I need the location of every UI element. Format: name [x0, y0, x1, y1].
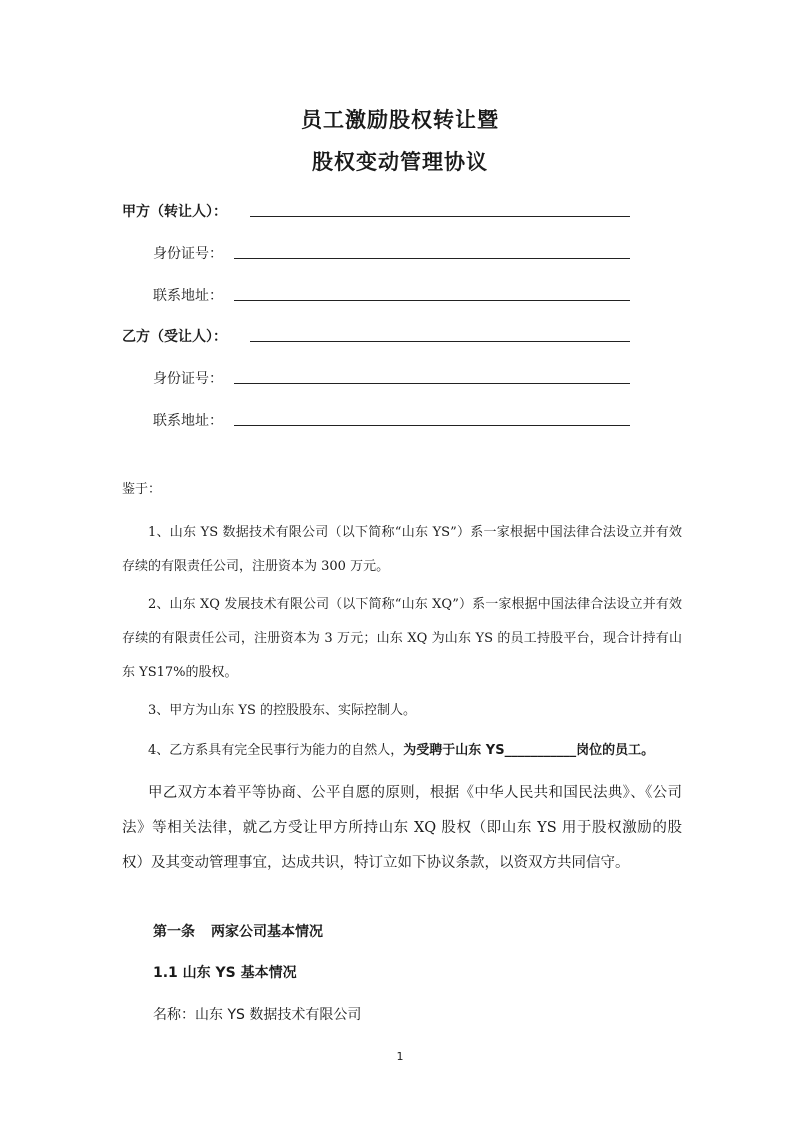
party-a-label: 甲方（转让人）： [122, 204, 227, 220]
party-a-address-row [153, 281, 223, 305]
party-a-name-blank [250, 216, 630, 217]
party-a-row [122, 197, 227, 221]
article-1-number: 第一条 [153, 924, 195, 940]
party-a-id-blank [234, 258, 630, 259]
party-b-id-label: 身份证号： [153, 371, 223, 387]
clause-4 [122, 734, 682, 768]
article-1-title: 两家公司基本情况 [211, 924, 323, 940]
party-b-id-row [153, 364, 223, 388]
party-a-id-row [153, 239, 223, 263]
clause-1: 1、山东 YS 数据技术有限公司（以下简称“山东 YS”）系一家根据中国法律合法设立并有效存续的有限责任公司，注册资本为 300 万元。 [122, 525, 682, 574]
document-title-line2: 股权变动管理协议 [312, 150, 488, 174]
whereas-label: 鉴于： [122, 482, 162, 497]
party-b-id-blank [234, 383, 630, 384]
party-b-row [122, 322, 227, 346]
page-number: 1 [396, 1050, 404, 1063]
clause-4-position: 为受聘于山东 YS___________岗位的员工。 [403, 743, 655, 758]
party-b-address-label: 联系地址： [153, 413, 223, 429]
clause-3: 3、甲方为山东 YS 的控股股东、实际控制人。 [148, 703, 417, 718]
party-a-address-label: 联系地址： [153, 288, 223, 304]
party-b-address-row [153, 406, 223, 430]
preamble-paragraph: 甲乙双方本着平等协商、公平自愿的原则，根据《中华人民共和国民法典》、《公司法》等相关法律，就乙方受让甲方所持山东 XQ 股权（即山东 YS 用于股权激励的股权）及其变动管理事宜，达成共识，特订立如下协议条款，以资双方共同信守。 [122, 785, 682, 871]
document-title-line1: 员工激励股权转让暨 [301, 108, 499, 132]
article-1-heading [153, 921, 323, 941]
company-name-line: 名称：山东 YS 数据技术有限公司 [153, 1007, 362, 1023]
clause-4-text: 4、乙方系具有完全民事行为能力的自然人， [148, 743, 404, 758]
party-b-name-blank [250, 341, 630, 342]
party-a-id-label: 身份证号： [153, 246, 223, 262]
section-1-1-heading: 1.1 山东 YS 基本情况 [153, 965, 297, 981]
party-a-address-blank [234, 300, 630, 301]
clause-2: 2、山东 XQ 发展技术有限公司（以下简称“山东 XQ”）系一家根据中国法律合法设立并有效存续的有限责任公司，注册资本为 3 万元；山东 XQ 为山东 YS 的员工持股平台，现合计持有山东 YS17%的股权。 [122, 597, 682, 680]
party-b-label: 乙方（受让人）： [122, 329, 227, 345]
party-b-address-blank [234, 425, 630, 426]
